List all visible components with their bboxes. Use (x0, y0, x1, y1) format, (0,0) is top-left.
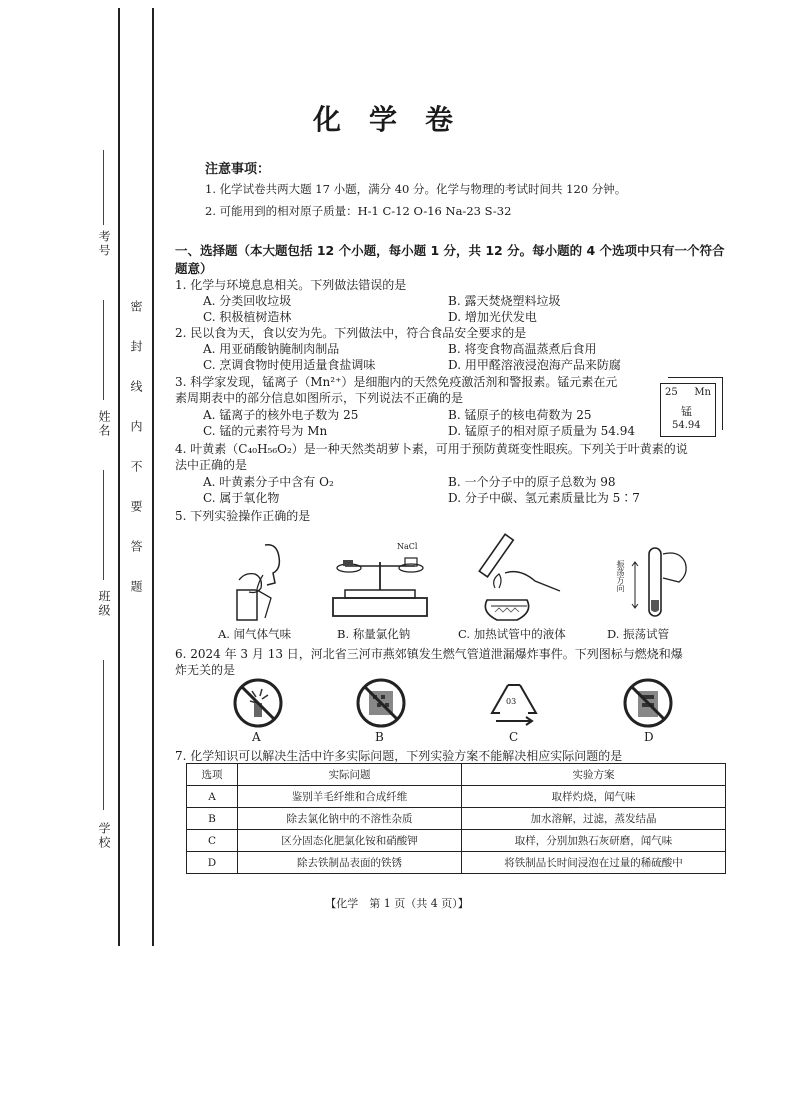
table-cell: 加水溶解，过滤，蒸发结晶 (462, 808, 726, 830)
nacl-label: NaCl (397, 542, 418, 551)
no-fireworks-sign-icon (232, 677, 284, 729)
notes-heading: 注意事项： (205, 162, 271, 177)
sign-label-c: C (509, 730, 519, 744)
table-header: 选项 (187, 764, 238, 786)
q1-option-b: B. 露天焚烧塑料垃圾 (448, 294, 561, 308)
question-5: 5. 下列实验操作正确的是 (175, 509, 311, 523)
q1-option-a: A. 分类回收垃圾 (203, 294, 292, 308)
table-cell: 取样灼烧，闻气味 (462, 786, 726, 808)
q5-caption-c: C. 加热试管中的液体 (458, 627, 566, 641)
table-row (187, 808, 726, 830)
shaking-figure (625, 540, 695, 625)
class-line (103, 470, 104, 580)
q3-option-b: B. 锰原子的核电荷数为 25 (448, 408, 592, 422)
q5-caption-d: D. 振荡试管 (607, 627, 670, 641)
question-7: 7. 化学知识可以解决生活中许多实际问题，下列实验方案不能解决相应实际问题的是 (175, 749, 623, 763)
table-header: 实验方案 (462, 764, 726, 786)
q2-option-b: B. 将变食物高温蒸煮后食用 (448, 342, 597, 356)
q7-table (186, 763, 726, 874)
q2-option-c: C. 烹调食物时使用适量食盐调味 (203, 358, 376, 372)
shake-direction-label: 振荡方向 (616, 560, 625, 592)
table-header: 实际问题 (238, 764, 462, 786)
q5-caption-a: A. 闻气体气味 (218, 627, 292, 641)
q4-option-a: A. 叶黄素分子中含有 O₂ (203, 475, 334, 489)
table-cell: 将铁制品长时间浸泡在过量的稀硫酸中 (462, 852, 726, 874)
balance-figure (325, 540, 435, 620)
q1-option-c: C. 积极植树造林 (203, 310, 292, 324)
element-name: 锰 (681, 405, 692, 418)
seal-line (152, 8, 154, 946)
question-3-cont: 素周期表中的部分信息如图所示，下列说法不正确的是 (175, 391, 464, 405)
no-flammables-sign-icon (622, 677, 674, 729)
element-number: 25 (665, 387, 678, 398)
q4-option-c: C. 属于氧化物 (203, 491, 280, 505)
page-footer: 【化学 第 1 页（共 4 页）】 (325, 897, 469, 910)
question-6-cont: 炸无关的是 (175, 663, 236, 677)
sign-label-b: B (375, 730, 384, 744)
table-cell: B (187, 808, 238, 830)
sign-label-d: D (644, 730, 654, 744)
school-line (103, 660, 104, 810)
q2-option-d: D. 用甲醛溶液浸泡海产品来防腐 (448, 358, 621, 372)
question-4: 4. 叶黄素（C₄₀H₅₆O₂）是一种天然类胡萝卜素，可用于预防黄斑变性眼疾。下列关于叶黄素的说 (175, 442, 688, 456)
question-2: 2. 民以食为天，食以安为先。下列做法中，符合食品安全要求的是 (175, 326, 527, 340)
page-title: 化学卷 (312, 103, 481, 136)
q3-option-d: D. 锰原子的相对原子质量为 54.94 (448, 424, 635, 438)
table-header-row (187, 764, 726, 786)
recycle-number: 03 (506, 697, 517, 706)
note-2: 2. 可能用到的相对原子质量：H-1 C-12 O-16 Na-23 S-32 (205, 204, 512, 218)
table-row (187, 852, 726, 874)
element-mass: 54.94 (672, 420, 701, 431)
table-row (187, 786, 726, 808)
q4-option-b: B. 一个分子中的原子总数为 98 (448, 475, 616, 489)
question-4-cont: 法中正确的是 (175, 458, 248, 472)
question-1: 1. 化学与环境息息相关。下列做法错误的是 (175, 278, 407, 292)
table-cell: C (187, 830, 238, 852)
table-cell: 取样，分别加熟石灰研磨，闻气味 (462, 830, 726, 852)
seal-text: 密封线内不要答题 (129, 300, 143, 620)
element-card (660, 383, 716, 437)
question-6: 6. 2024 年 3 月 13 日，河北省三河市燕郊镇发生燃气管道泄漏爆炸事件。下列图标与燃烧和爆 (175, 647, 683, 661)
q2-option-a: A. 用亚硝酸钠腌制肉制品 (203, 342, 340, 356)
name-line (103, 300, 104, 400)
element-symbol: Mn (694, 387, 711, 398)
q1-option-d: D. 增加光伏发电 (448, 310, 537, 324)
table-cell: 除去氯化钠中的不溶性杂质 (238, 808, 462, 830)
table-row (187, 830, 726, 852)
question-3: 3. 科学家发现，锰离子（Mn²⁺）是细胞内的天然免疫激活剂和警报素。锰元素在元 (175, 375, 618, 389)
table-cell: 除去铁制品表面的铁锈 (238, 852, 462, 874)
q3-option-a: A. 锰离子的核外电子数为 25 (203, 408, 359, 422)
name-label: 姓名 (97, 410, 111, 438)
sign-label-a: A (252, 730, 261, 744)
heating-figure (465, 528, 575, 626)
exam-no-label: 考号 (97, 230, 111, 258)
table-cell: 区分固态化肥氯化铵和硝酸钾 (238, 830, 462, 852)
binding-margin-line (118, 8, 120, 946)
q5-caption-b: B. 称量氯化钠 (337, 627, 411, 641)
note-1: 1. 化学试卷共两大题 17 小题，满分 40 分。化学与物理的考试时间共 120 分钟。 (205, 182, 627, 196)
smell-gas-figure (225, 535, 295, 625)
no-fire-sign-icon (355, 677, 407, 729)
table-cell: A (187, 786, 238, 808)
class-label: 班级 (97, 590, 111, 618)
table-cell: D (187, 852, 238, 874)
exam-no-line (103, 150, 104, 225)
table-cell: 鉴别羊毛纤维和合成纤维 (238, 786, 462, 808)
q4-option-d: D. 分子中碳、氢元素质量比为 5∶7 (448, 491, 640, 505)
q3-option-c: C. 锰的元素符号为 Mn (203, 424, 328, 438)
school-label: 学校 (97, 822, 111, 850)
section-heading: 一、选择题（本大题包括 12 个小题，每小题 1 分，共 12 分。每小题的 4 个选项中只有一个符合题意） (175, 243, 725, 276)
